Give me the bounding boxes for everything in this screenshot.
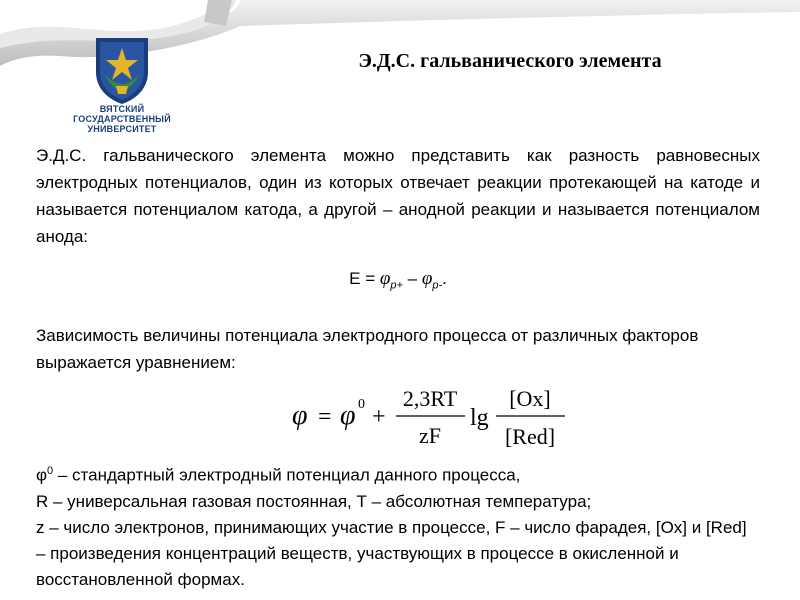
nernst-ox: [Ox] [509, 386, 551, 411]
university-logo [86, 34, 158, 106]
legend-line-r-t: R – универсальная газовая постоянная, Т – абсолютная температура; [36, 491, 592, 511]
formula-minus: – [402, 269, 422, 288]
nernst-phi: φ [292, 400, 308, 431]
university-name-line3: УНИВЕРСИТЕТ [87, 124, 157, 134]
legend-phi-symbol: φ [36, 465, 48, 485]
nernst-sup0: 0 [358, 397, 365, 412]
legend-line-z-f: z – число электронов, принимающих участие в процессе, F – число фарадея, [Ox] и [Red] – произведения концентраций веществ, участвующих в процессе в окисленной и восстановленной формах. [36, 517, 747, 589]
intro-paragraph: Э.Д.С. гальванического элемента можно представить как разность равновесных электродных потенциалов, один из которых отвечает реакции протекающей на катоде и называется потенциалом катода, а другой – анодной реакции и называется потенциалом анода: [36, 146, 760, 246]
nernst-numerator: 2,3RT [402, 386, 458, 411]
nernst-equals: = [318, 404, 332, 430]
nernst-lg: lg [470, 405, 489, 431]
formula-phi-anode: φ [421, 268, 433, 289]
nernst-plus: + [372, 404, 386, 430]
formula-end: . [442, 269, 447, 288]
legend-block [36, 458, 760, 593]
formula-sub-anode: p- [432, 279, 443, 292]
legend-phi-sup: 0 [47, 465, 54, 477]
nernst-equation [290, 382, 580, 454]
dependence-paragraph: Зависимость величины потенциала электродного процесса от различных факторов выражается уравнением: [36, 326, 699, 372]
university-name-line1: ВЯТСКИЙ [99, 104, 145, 114]
emf-formula [36, 268, 760, 291]
formula-lhs: E = [349, 269, 380, 288]
formula-sub-cathode: p+ [390, 279, 403, 292]
legend-line-phi0 [36, 458, 760, 489]
legend-phi-text: – стандартный электродный потенциал данного процесса, [53, 465, 521, 485]
nernst-red: [Red] [504, 424, 556, 449]
university-name-line2: ГОСУДАРСТВЕННЫЙ [73, 114, 171, 124]
nernst-denominator: zF [419, 423, 441, 448]
formula-phi-cathode: φ [379, 268, 391, 289]
slide-title: Э.Д.С. гальванического элемента [358, 50, 662, 72]
nernst-phi0: φ [340, 400, 356, 431]
